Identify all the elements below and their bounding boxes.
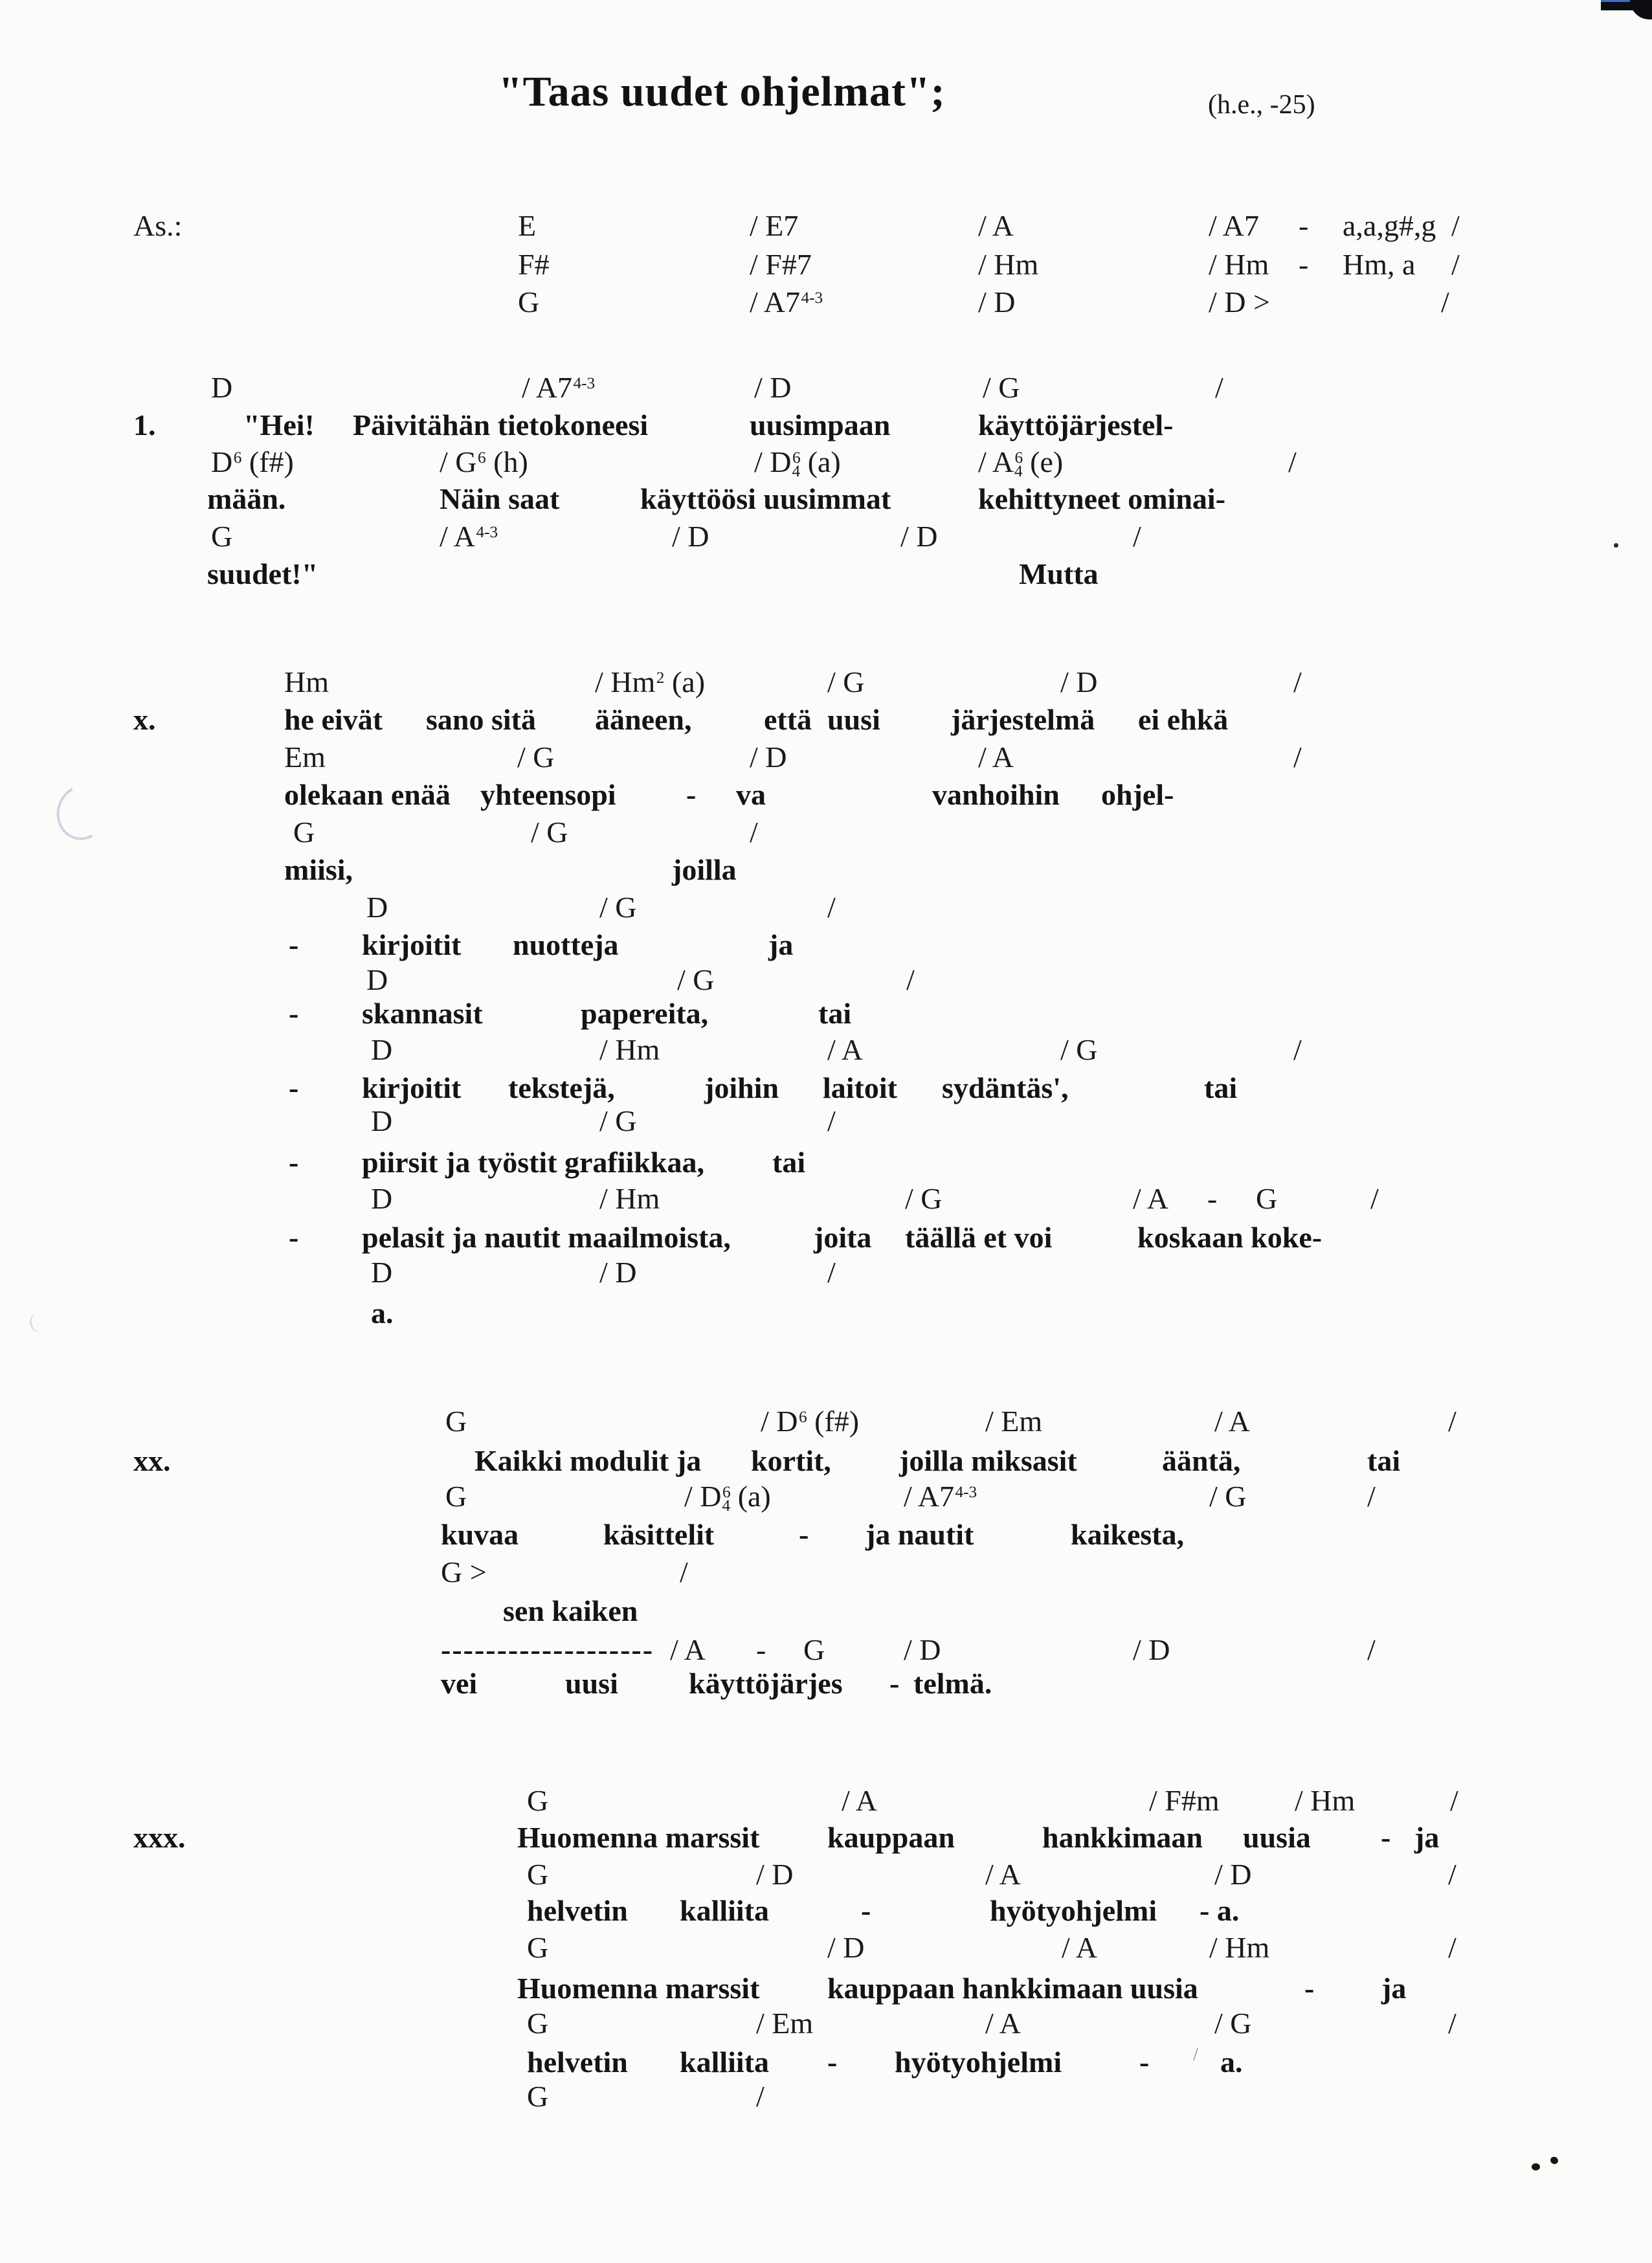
lyric-text: Kaikki modulit ja	[474, 1444, 702, 1477]
lyric-text: piirsit ja työstit grafiikkaa,	[362, 1146, 704, 1179]
lyric-text: järjestelmä	[951, 703, 1095, 736]
chord-text: /	[827, 1104, 836, 1137]
chord-text: G	[527, 1858, 549, 1891]
lyric-text: skannasit	[362, 997, 483, 1030]
chord-text: / D	[754, 371, 792, 404]
lyric-line	[0, 777, 1652, 815]
ink-speck	[1614, 543, 1618, 548]
chord-text: -	[1207, 1182, 1218, 1215]
chord-line	[0, 445, 1652, 482]
chord-text: G	[293, 816, 315, 849]
chord-text: D	[366, 963, 388, 996]
lyric-text: -	[799, 1518, 809, 1551]
chord-line	[0, 1857, 1652, 1895]
chord-text: /	[827, 1256, 836, 1289]
chord-text: / D	[1060, 665, 1098, 698]
lyric-text: olekaan enää	[284, 778, 451, 811]
lyric-line	[0, 996, 1652, 1034]
lyric-line	[0, 1517, 1652, 1555]
chord-text: / $D^6$ (f#)	[761, 1405, 860, 1438]
lyric-text: tai	[1367, 1444, 1401, 1477]
lyric-text: helvetin	[527, 2046, 628, 2079]
chord-text: G	[527, 1784, 549, 1817]
chord-text: / G	[905, 1182, 943, 1215]
lyric-text: joihin	[704, 1071, 779, 1104]
chord-text: / A7$^{4-3}$	[904, 1480, 977, 1513]
chord-text: / G	[677, 963, 715, 996]
chord-line	[0, 1104, 1652, 1141]
chord-text: / G	[983, 371, 1020, 404]
chord-text: D	[371, 1104, 393, 1137]
chord-line	[0, 1633, 1652, 1670]
chord-text: / Hm	[1209, 1931, 1270, 1964]
lyric-text: ja nautit	[865, 1518, 974, 1551]
lyric-text: kirjoitit	[362, 928, 462, 961]
lyric-line	[0, 928, 1652, 965]
chord-text: / D	[978, 285, 1016, 318]
lyric-text: suudet!"	[207, 557, 318, 590]
chord-text: / F#7	[750, 248, 812, 281]
chord-text: Em	[284, 741, 326, 774]
lyric-text: Huomenna marssit	[517, 1972, 760, 2005]
lyric-text: uusi	[565, 1667, 618, 1700]
chord-text: D	[371, 1182, 393, 1215]
chord-line	[0, 285, 1652, 322]
chord-text: E	[518, 209, 537, 242]
lyric-text: mään.	[207, 482, 286, 515]
chord-text: / Hm	[1209, 248, 1269, 281]
chord-text: /	[1441, 285, 1449, 318]
chord-text: / $A^6_4$ (e)	[978, 445, 1064, 481]
lyric-text: koskaan koke-	[1137, 1221, 1323, 1254]
chord-text: / G	[599, 891, 637, 924]
chord-text: /	[1293, 741, 1302, 774]
chord-line	[0, 1555, 1652, 1592]
chord-text: /	[1133, 520, 1141, 553]
lyric-text: kaikesta,	[1071, 1518, 1185, 1551]
chord-line	[0, 1404, 1652, 1442]
ink-speck	[1532, 2163, 1540, 2170]
lyric-text: -	[289, 997, 299, 1030]
lyric-text: -	[1381, 1821, 1391, 1854]
chord-text: / A7$^{4-3}$	[522, 371, 596, 404]
chord-text: / D >	[1209, 285, 1270, 318]
chord-text: D	[371, 1033, 393, 1066]
lyric-line	[0, 1296, 1652, 1333]
lyric-text: joita	[814, 1221, 872, 1254]
lyric-line	[0, 1971, 1652, 2009]
chord-text: /	[750, 816, 758, 849]
lyric-text: ääntä,	[1162, 1444, 1241, 1477]
chord-text: / $D^6_4$ (a)	[684, 1480, 771, 1515]
lyric-text: "Hei!	[243, 408, 315, 441]
chord-line	[0, 1479, 1652, 1517]
chord-text: / D	[904, 1633, 941, 1666]
dash-rule: -------------------	[441, 1633, 654, 1666]
chord-text: G	[518, 285, 540, 318]
lyric-text: Päivitähän tietokoneesi	[353, 408, 649, 441]
chord-text: -	[1299, 248, 1309, 281]
chord-text: / Em	[756, 2007, 814, 2040]
page-title-note: (h.e., -25)	[1208, 90, 1315, 120]
lyric-text: Näin saat	[440, 482, 560, 515]
chord-text: / A	[985, 1858, 1021, 1891]
chord-text: Hm	[284, 665, 329, 698]
lyric-line	[0, 702, 1652, 740]
page-title: "Taas uudet ohjelmat";	[498, 68, 946, 115]
chord-text: / Em	[985, 1405, 1043, 1438]
chord-text: a,a,g#,g	[1343, 209, 1436, 242]
chord-text: / Hm	[599, 1033, 660, 1066]
chord-text: Hm, a	[1343, 248, 1416, 281]
lyric-text: sydäntäs',	[942, 1071, 1069, 1104]
lyric-text: hankkimaan	[1042, 1821, 1203, 1854]
chord-text: /	[1448, 1405, 1457, 1438]
chord-line	[0, 370, 1652, 408]
section-label: As.:	[133, 209, 183, 242]
lyric-text: kuvaa	[441, 1518, 519, 1551]
chord-text: G	[445, 1405, 467, 1438]
chord-text: /	[1448, 1931, 1457, 1964]
chord-line	[0, 665, 1652, 702]
lyric-text: vanhoihin	[932, 778, 1060, 811]
chord-line	[0, 1032, 1652, 1070]
lyric-text: -	[289, 1221, 299, 1254]
chord-text: / A	[842, 1784, 877, 1817]
chord-line	[0, 1181, 1652, 1219]
chord-text: G >	[441, 1555, 487, 1589]
lyric-text: kirjoitit	[362, 1071, 462, 1104]
lyric-text: ja	[1414, 1821, 1440, 1854]
lyric-text: va	[736, 778, 766, 811]
lyric-text: -	[289, 1071, 299, 1104]
lyric-text: tai	[818, 997, 852, 1030]
lyric-text: joilla miksasit	[899, 1444, 1077, 1477]
lyric-text: joilla	[672, 853, 737, 886]
chord-text: F#	[518, 248, 550, 281]
chord-text: G	[445, 1480, 467, 1513]
lyric-text: käyttöjärjestel-	[978, 408, 1174, 441]
lyric-text: uusi	[827, 703, 880, 736]
lyric-text: ohjel-	[1101, 778, 1174, 811]
chord-text: / D	[672, 520, 709, 553]
lyric-text: - a.	[1200, 1894, 1240, 1927]
chord-text: -	[756, 1633, 766, 1666]
chord-line	[0, 890, 1652, 928]
lyric-text: uusimpaan	[750, 408, 891, 441]
lyric-text: -	[1139, 2046, 1150, 2079]
section-label: xx.	[133, 1444, 171, 1477]
chord-text: / A7$^{4-3}$	[750, 285, 823, 318]
lyric-line	[0, 1071, 1652, 1108]
chord-line	[0, 2006, 1652, 2044]
lyric-text: tai	[772, 1146, 806, 1179]
lyric-text: ääneen,	[595, 703, 692, 736]
lyric-text: he eivät	[284, 703, 383, 736]
lyric-text: käyttöösi uusimmat	[640, 482, 891, 515]
chord-text: / $D^6_4$ (a)	[754, 445, 841, 481]
chord-text: /	[1215, 371, 1223, 404]
lyric-line	[0, 1820, 1652, 1858]
lyric-line	[0, 1444, 1652, 1481]
chord-line	[0, 519, 1652, 557]
lyric-text: -	[827, 2046, 838, 2079]
chord-text: / G	[827, 665, 865, 698]
lyric-text: -	[686, 778, 697, 811]
lyric-text: että	[764, 703, 812, 736]
lyric-text: a.	[1220, 2046, 1243, 2079]
chord-text: / Hm	[1295, 1784, 1356, 1817]
lyric-text: helvetin	[527, 1894, 628, 1927]
chord-text: G	[803, 1633, 825, 1666]
lyric-text: miisi,	[284, 853, 353, 886]
chord-text: /	[1448, 2007, 1457, 2040]
chord-text: / A	[985, 2007, 1021, 2040]
chord-line	[0, 815, 1652, 853]
chord-text: /	[1451, 209, 1460, 242]
chord-text: / D	[1133, 1633, 1170, 1666]
chord-text: G	[1256, 1182, 1278, 1215]
lyric-text: sen kaiken	[503, 1594, 638, 1627]
lyric-line	[0, 482, 1652, 519]
chord-text: D	[366, 891, 388, 924]
lyric-text: hyötyohjelmi	[895, 2046, 1062, 2079]
lyric-text: Mutta	[1019, 557, 1099, 590]
lyric-line	[0, 2045, 1652, 2082]
chord-text: / G	[1060, 1033, 1098, 1066]
chord-line	[0, 1783, 1652, 1821]
chord-text: / G	[517, 741, 555, 774]
lyric-line	[0, 1220, 1652, 1258]
lyric-text: -	[289, 1146, 299, 1179]
chord-text: / D	[756, 1858, 794, 1891]
lyric-text: ja	[768, 928, 794, 961]
chord-text: / G	[1209, 1480, 1247, 1513]
chord-line	[0, 963, 1652, 1000]
lyric-line	[0, 1145, 1652, 1183]
chord-text: / Hm$^2$ (a)	[595, 665, 706, 698]
lyric-text: vei	[441, 1667, 478, 1700]
lyric-text: käyttöjärjes	[689, 1667, 843, 1700]
chord-text: -	[1299, 209, 1309, 242]
lyric-text: tekstejä,	[508, 1071, 615, 1104]
chord-text: /	[1451, 248, 1460, 281]
chord-text: / A	[670, 1633, 706, 1666]
chord-text: G	[211, 520, 233, 553]
chord-text: / G	[531, 816, 568, 849]
ink-speck	[1549, 2156, 1559, 2165]
chord-text: G	[527, 2080, 549, 2113]
chord-text: / Hm	[599, 1182, 660, 1215]
chord-text: / Hm	[978, 248, 1039, 281]
chord-text: / A	[1062, 1931, 1097, 1964]
chord-text: / $G^6$ (h)	[440, 445, 528, 478]
pen-mark: /	[1193, 2045, 1198, 2065]
chord-text: D	[211, 371, 233, 404]
lyric-line	[0, 408, 1652, 445]
lyric-line	[0, 557, 1652, 594]
chord-text: / D	[599, 1256, 637, 1289]
lyric-text: -	[289, 928, 299, 961]
lyric-text: uusia	[1243, 1821, 1311, 1854]
chord-text: / G	[599, 1104, 637, 1137]
lyric-text: käsittelit	[603, 1518, 715, 1551]
chord-text: /	[1450, 1784, 1458, 1817]
lyric-text: kalliita	[680, 1894, 770, 1927]
lyric-text: täällä et voi	[905, 1221, 1053, 1254]
lyric-text: laitoit	[823, 1071, 897, 1104]
lyric-text: kalliita	[680, 2046, 770, 2079]
chord-text: G	[527, 2007, 549, 2040]
chord-text: /	[1370, 1182, 1379, 1215]
chord-text: / A	[827, 1033, 863, 1066]
chord-text: / D	[750, 741, 787, 774]
lyric-text: sano sitä	[426, 703, 536, 736]
lyric-line	[0, 1594, 1652, 1631]
lyric-text: nuotteja	[513, 928, 619, 961]
chord-text: / A7	[1209, 209, 1259, 242]
lyric-text: ja	[1381, 1972, 1407, 2005]
chord-text: / $A^{4-3}$	[440, 520, 498, 553]
chord-text: /	[680, 1555, 688, 1589]
chord-text: /	[1293, 665, 1302, 698]
lyric-text: a.	[371, 1297, 394, 1330]
lyric-text: pelasit ja nautit maailmoista,	[362, 1221, 731, 1254]
chord-text: G	[527, 1931, 549, 1964]
chord-text: / D	[900, 520, 938, 553]
lyric-text: -	[861, 1894, 871, 1927]
chord-text: D	[371, 1256, 393, 1289]
lyric-line	[0, 1666, 1652, 1704]
scan-corner-curve-artifact	[1630, 0, 1652, 19]
lyric-text: kauppaan hankkimaan uusia	[827, 1972, 1198, 2005]
chord-text: /	[1448, 1858, 1457, 1891]
chord-text: /	[827, 891, 836, 924]
chord-text: / G	[1214, 2007, 1252, 2040]
chord-text: /	[1367, 1633, 1376, 1666]
chord-line	[0, 1930, 1652, 1968]
chord-text: /	[756, 2080, 765, 2113]
chord-text: / A	[978, 741, 1014, 774]
chord-text: / F#m	[1149, 1784, 1220, 1817]
chord-text: / D	[827, 1931, 865, 1964]
section-label: 1.	[133, 408, 156, 441]
lyric-text: tai	[1204, 1071, 1238, 1104]
lyric-text: -	[1304, 1972, 1315, 2005]
section-label: x.	[133, 703, 156, 736]
lyric-text: yhteensopi	[480, 778, 616, 811]
lyric-text: telmä.	[913, 1667, 992, 1700]
chord-line	[0, 1255, 1652, 1293]
lyric-text: ei ehkä	[1138, 703, 1229, 736]
lyric-text: kortit,	[751, 1444, 831, 1477]
chord-text: / D	[1214, 1858, 1252, 1891]
chord-line	[0, 247, 1652, 285]
chord-line	[0, 208, 1652, 246]
lyric-text: kehittyneet ominai-	[978, 482, 1226, 515]
lyric-text: -	[889, 1667, 900, 1700]
chord-text: $D^6$ (f#)	[211, 445, 294, 478]
chord-text: /	[1293, 1033, 1302, 1066]
lyric-text: papereita,	[581, 997, 709, 1030]
chord-text: /	[1288, 445, 1297, 478]
chord-text: / A	[978, 209, 1014, 242]
chord-line	[0, 740, 1652, 777]
lyric-line	[0, 853, 1652, 890]
chord-text: /	[906, 963, 915, 996]
lyric-text: kauppaan	[827, 1821, 955, 1854]
section-label: xxx.	[133, 1821, 186, 1854]
chord-text: / A	[1214, 1405, 1250, 1438]
chord-line	[0, 2079, 1652, 2117]
chord-text: / A	[1133, 1182, 1168, 1215]
lyric-line	[0, 1893, 1652, 1931]
chord-text: /	[1367, 1480, 1376, 1513]
lyric-text: Huomenna marssit	[517, 1821, 760, 1854]
chord-text: / E7	[750, 209, 799, 242]
lyric-text: hyötyohjelmi	[990, 1894, 1157, 1927]
